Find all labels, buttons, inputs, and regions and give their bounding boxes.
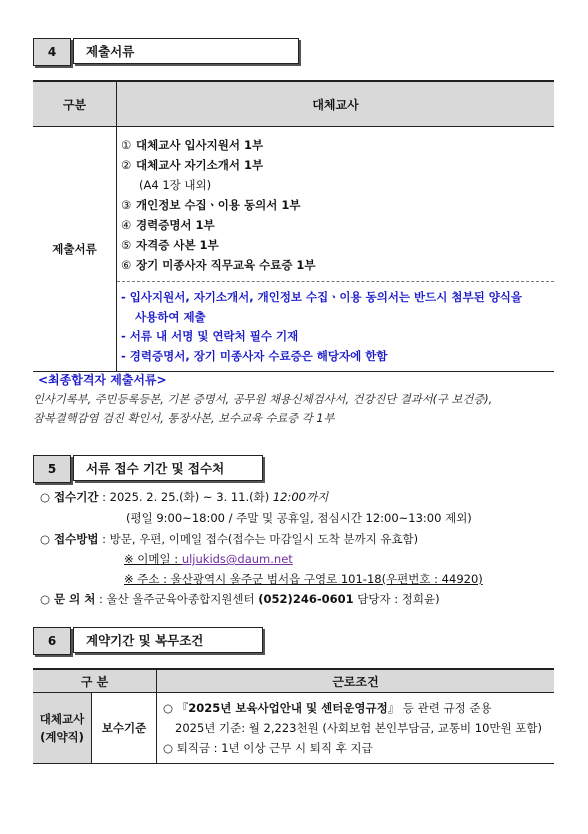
table-header-category: 구 분 [33, 669, 157, 693]
section-title: 제출서류 [73, 38, 299, 64]
period-line: ○ 접수기간 : 2025. 2. 25.(화) ~ 3. 11.(화) 12:00까지 [40, 490, 329, 504]
list-item: ② 대체교사 자기소개서 1부 [121, 158, 264, 172]
list-item: ① 대체교사 입사지원서 1부 [121, 138, 264, 152]
list-item: ⑤ 자격증 사본 1부 [121, 238, 219, 252]
list-item: ④ 경력증명서 1부 [121, 218, 215, 232]
method-line: ○ 접수방법 : 방문, 우편, 이메일 접수(접수는 마감일시 도착 분까지 유효함) [40, 532, 419, 546]
documents-list [117, 127, 555, 282]
section-4-header [33, 38, 299, 66]
list-item: ⑥ 장기 미종사자 직무교육 수료증 1부 [121, 258, 316, 272]
final-documents-title: <최종합격자 제출서류> [38, 373, 167, 387]
note-line: - 경력증명서, 장기 미종사자 수료증은 해당자에 한함 [121, 348, 388, 363]
email-line: ※ 이메일 : uljukids@daum.net [124, 552, 293, 566]
address-line: ※ 주소 : 울산광역시 울주군 범서읍 구영로 101-18(우편번호 : 44920) [124, 572, 483, 586]
section-number: 5 [33, 455, 71, 483]
condition-line: ○ 퇴직금 : 1년 이상 근무 시 퇴직 후 지급 [163, 741, 373, 755]
email-link[interactable]: uljukids@daum.net [181, 552, 293, 566]
condition-line: 2025년 기준: 월 2,223천원 (사회보험 본인부담금, 교통비 10만원 포함) [175, 721, 542, 735]
section-number: 6 [33, 627, 71, 655]
condition-line: ○ 『2025년 보육사업안내 및 센터운영규정』 등 관련 규정 준용 [163, 701, 492, 715]
row-label-substitute-teacher: 대체교사 (계약직) [33, 693, 92, 764]
documents-notes [117, 282, 555, 372]
final-documents-body: 인사기록부, 주민등록등본, 기본 증명서, 공무원 채용신체검사서, 건강진단 결과서(구 보건증), 잠복결핵감염 검진 확인서, 통장사본, 보수교육 수료증 각 1부 [33, 393, 493, 425]
section-5-header [33, 455, 263, 483]
note-line: 사용하여 제출 [135, 309, 206, 324]
documents-table [33, 80, 554, 372]
section-title: 서류 접수 기간 및 접수처 [73, 455, 263, 481]
contract-table [33, 668, 554, 764]
table-header-category: 구분 [33, 81, 117, 127]
period-note: (평일 9:00~18:00 / 주말 및 공휴일, 점심시간 12:00~13:00 제외) [126, 511, 472, 525]
pay-conditions [157, 693, 555, 764]
row-label-pay-standard: 보수기준 [92, 693, 157, 764]
list-item: ③ 개인정보 수집ㆍ이용 동의서 1부 [121, 198, 301, 212]
note-line: - 입사지원서, 자기소개서, 개인정보 수집ㆍ이용 동의서는 반드시 첨부된 양식을 [121, 290, 523, 304]
row-label-documents: 제출서류 [33, 127, 117, 372]
section-number: 4 [33, 38, 71, 66]
contact-line: ○ 문 의 처 : 울산 울주군육아종합지원센터 (052)246-0601 담당자 : 정희윤) [40, 592, 440, 606]
note-line: - 서류 내 서명 및 연락처 필수 기재 [121, 329, 299, 343]
list-item-note: (A4 1장 내외) [139, 178, 212, 192]
table-header-conditions: 근로조건 [157, 669, 555, 693]
table-header-substitute-teacher: 대체교사 [117, 81, 555, 127]
section-6-header [33, 627, 263, 655]
section-title: 계약기간 및 복무조건 [73, 627, 263, 653]
